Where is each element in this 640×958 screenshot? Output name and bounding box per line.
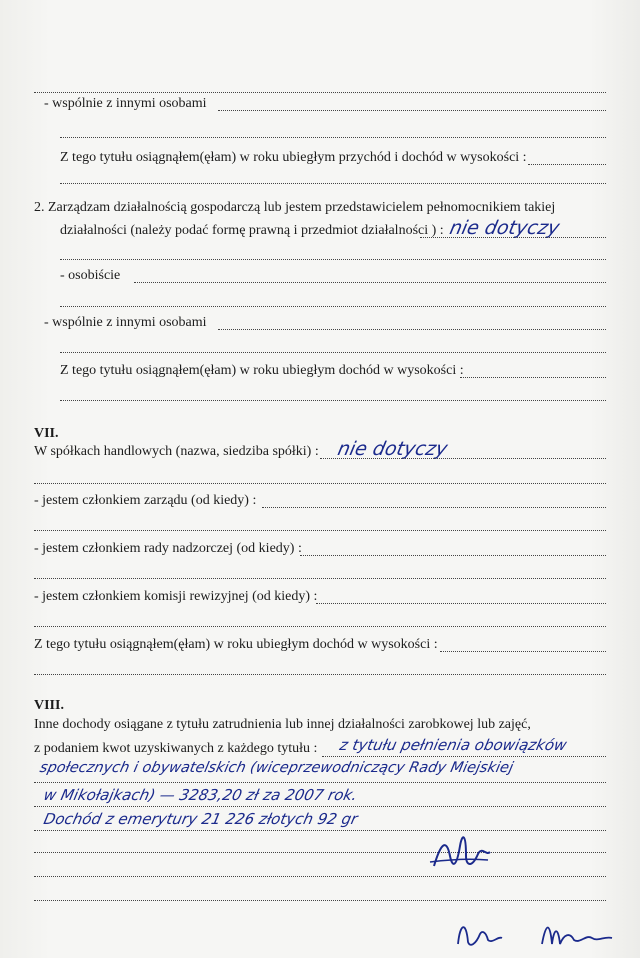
dotted-line <box>34 674 606 675</box>
handwritten-line-2: społecznych i obywatelskich (wiceprzewodniczący Rady Miejskiej <box>38 760 515 776</box>
dotted-line <box>460 377 606 378</box>
other-income-line-a: Inne dochody osiągane z tytułu zatrudnienia lub innej działalności zarobkowej lub zajęć, <box>34 717 531 732</box>
companies-label: W spółkach handlowych (nazwa, siedziba spółki) : <box>34 444 319 459</box>
dotted-line <box>60 400 606 401</box>
section-vii-heading: VII. <box>34 426 59 441</box>
dotted-line <box>440 651 606 652</box>
section-viii-heading: VIII. <box>34 698 64 713</box>
dotted-line <box>60 306 606 307</box>
dotted-line <box>60 259 606 260</box>
item2-line-a: 2. Zarządzam działalnością gospodarczą lub jestem przedstawicielem pełnomocnikiem takiej <box>34 200 556 215</box>
dotted-line <box>34 530 606 531</box>
dotted-line <box>218 329 606 330</box>
dotted-line <box>34 782 606 783</box>
income-line-2: Z tego tytułu osiągnąłem(ęłam) w roku ubiegłym dochód w wysokości : <box>60 363 464 378</box>
dotted-line <box>34 483 606 484</box>
dotted-line <box>34 876 606 877</box>
income-line-1: Z tego tytułu osiągnąłem(ęłam) w roku ubiegłym przychód i dochód w wysokości : <box>60 150 527 165</box>
dotted-line <box>134 282 606 283</box>
handwritten-line-4: Dochód z emerytury 21 226 złotych 92 gr <box>42 810 360 828</box>
other-income-line-b: z podaniem kwot uzyskiwanych z każdego tytułu : <box>34 741 318 756</box>
jointly-label: - wspólnie z innymi osobami <box>44 96 207 111</box>
dotted-line <box>60 183 606 184</box>
companies-handwritten-answer: nie dotyczy <box>335 438 450 460</box>
dotted-line <box>528 164 606 165</box>
dotted-line <box>60 352 606 353</box>
bleed-through-text: ............................................................ <box>330 82 525 97</box>
dotted-line <box>420 237 606 238</box>
income-label-vii: Z tego tytułu osiągnąłem(ęłam) w roku ubiegłym dochód w wysokości : <box>34 637 438 652</box>
dotted-line <box>34 92 606 93</box>
dotted-line <box>262 507 606 508</box>
item2-line-b: działalności (należy podać formę prawną i przedmiot działalności ) : <box>60 223 444 238</box>
supervisory-label: - jestem członkiem rady nadzorczej (od kiedy) : <box>34 541 302 556</box>
initials-signature-icon <box>426 826 496 878</box>
dotted-line <box>34 830 606 831</box>
dotted-line <box>316 603 606 604</box>
audit-label: - jestem członkiem komisji rewizyjnej (od kiedy) : <box>34 589 318 604</box>
personally-label: - osobiście <box>60 268 121 283</box>
signature-text <box>430 920 518 936</box>
dotted-line <box>322 756 606 757</box>
dotted-line <box>320 458 606 459</box>
handwritten-line-3: w Mikołajkach) — 3283,20 zł za 2007 rok. <box>42 786 359 804</box>
dotted-line <box>300 555 606 556</box>
dotted-line <box>34 626 606 627</box>
dotted-line <box>218 110 606 111</box>
jointly-label-2: - wspólnie z innymi osobami <box>44 315 207 330</box>
dotted-line <box>34 578 606 579</box>
board-label: - jestem członkiem zarządu (od kiedy) : <box>34 493 257 508</box>
dotted-line <box>34 900 606 901</box>
dotted-line <box>34 806 606 807</box>
dotted-line <box>34 852 606 853</box>
handwritten-line-1: z tytułu pełnienia obowiązków <box>338 736 569 754</box>
item2-handwritten-answer: nie dotyczy <box>447 217 562 239</box>
dotted-line <box>60 137 606 138</box>
